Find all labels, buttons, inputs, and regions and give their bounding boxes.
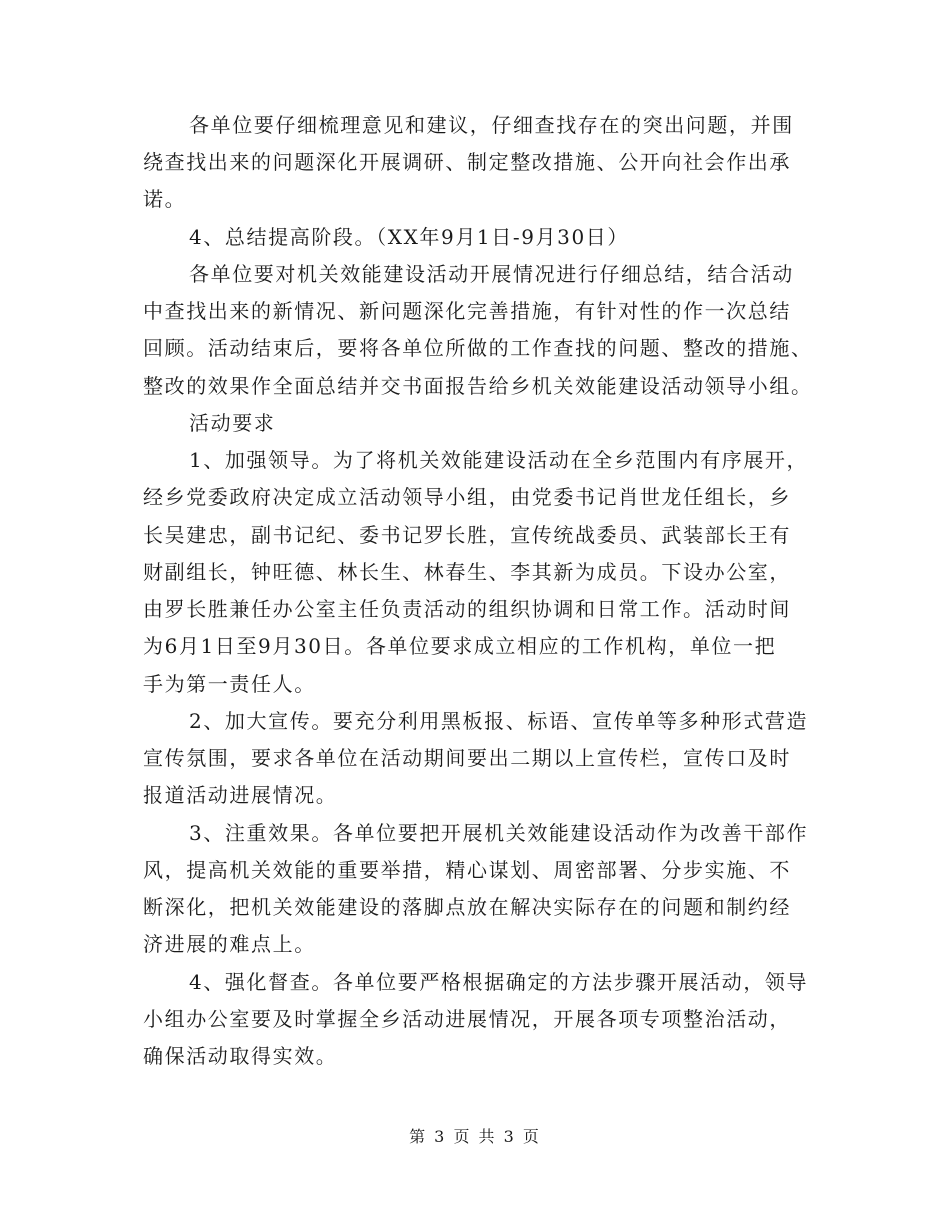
text-line: 整改的效果作全面总结并交书面报告给乡机关效能建设活动领导小组。 (143, 374, 813, 398)
text-line: 风，提高机关效能的重要举措，精心谋划、周密部署、分步实施、不 (143, 858, 791, 882)
text-line: 经乡党委政府决定成立活动领导小组，由党委书记肖世龙任组长，乡 (143, 485, 791, 509)
text-line: 手为第一责任人。 (143, 672, 316, 696)
text-line: 济进展的难点上。 (143, 932, 316, 956)
page-number-footer: 第 3 页 共 3 页 (409, 1127, 541, 1146)
text-line: 报道活动进展情况。 (143, 783, 338, 807)
text-line: 4、强化督查。各单位要严格根据确定的方法步骤开展活动，领导 (189, 970, 809, 994)
text-line: 2、加大宣传。要充分利用黑板报、标语、宣传单等多种形式营造 (189, 709, 809, 733)
text-line: 小组办公室要及时掌握全乡活动进展情况，开展各项专项整治活动， (143, 1007, 791, 1031)
section-heading: 活动要求 (189, 411, 276, 435)
text-line: 回顾。活动结束后，要将各单位所做的工作查找的问题、整改的措施、 (143, 336, 813, 360)
text-line: 为6月1日至9月30日。各单位要求成立相应的工作机构，单位一把 (143, 634, 777, 658)
text-line: 诺。 (143, 187, 187, 211)
text-line: 各单位要仔细梳理意见和建议，仔细查找存在的突出问题，并围 (189, 113, 794, 137)
text-line: 宣传氛围，要求各单位在活动期间要出二期以上宣传栏，宣传口及时 (143, 746, 791, 770)
text-line: 断深化，把机关效能建设的落脚点放在解决实际存在的问题和制约经 (143, 895, 791, 919)
text-line: 确保活动取得实效。 (143, 1044, 338, 1068)
text-line: 1、加强领导。为了将机关效能建设活动在全乡范围内有序展开， (189, 448, 809, 472)
text-line: 各单位要对机关效能建设活动开展情况进行仔细总结，结合活动 (189, 262, 794, 286)
section-heading: 4、总结提高阶段。（XX年9月1日-9月30日） (189, 225, 629, 249)
text-line: 长吴建忠，副书记纪、委书记罗长胜，宣传统战委员、武装部长王有 (143, 523, 791, 547)
text-line: 绕查找出来的问题深化开展调研、制定整改措施、公开向社会作出承 (143, 150, 791, 174)
text-line: 由罗长胜兼任办公室主任负责活动的组织协调和日常工作。活动时间 (143, 597, 791, 621)
text-line: 财副组长，钟旺德、林长生、林春生、李其新为成员。下设办公室， (143, 560, 791, 584)
text-line: 3、注重效果。各单位要把开展机关效能建设活动作为改善干部作 (189, 821, 809, 845)
text-line: 中查找出来的新情况、新问题深化完善措施，有针对性的作一次总结 (143, 299, 791, 323)
